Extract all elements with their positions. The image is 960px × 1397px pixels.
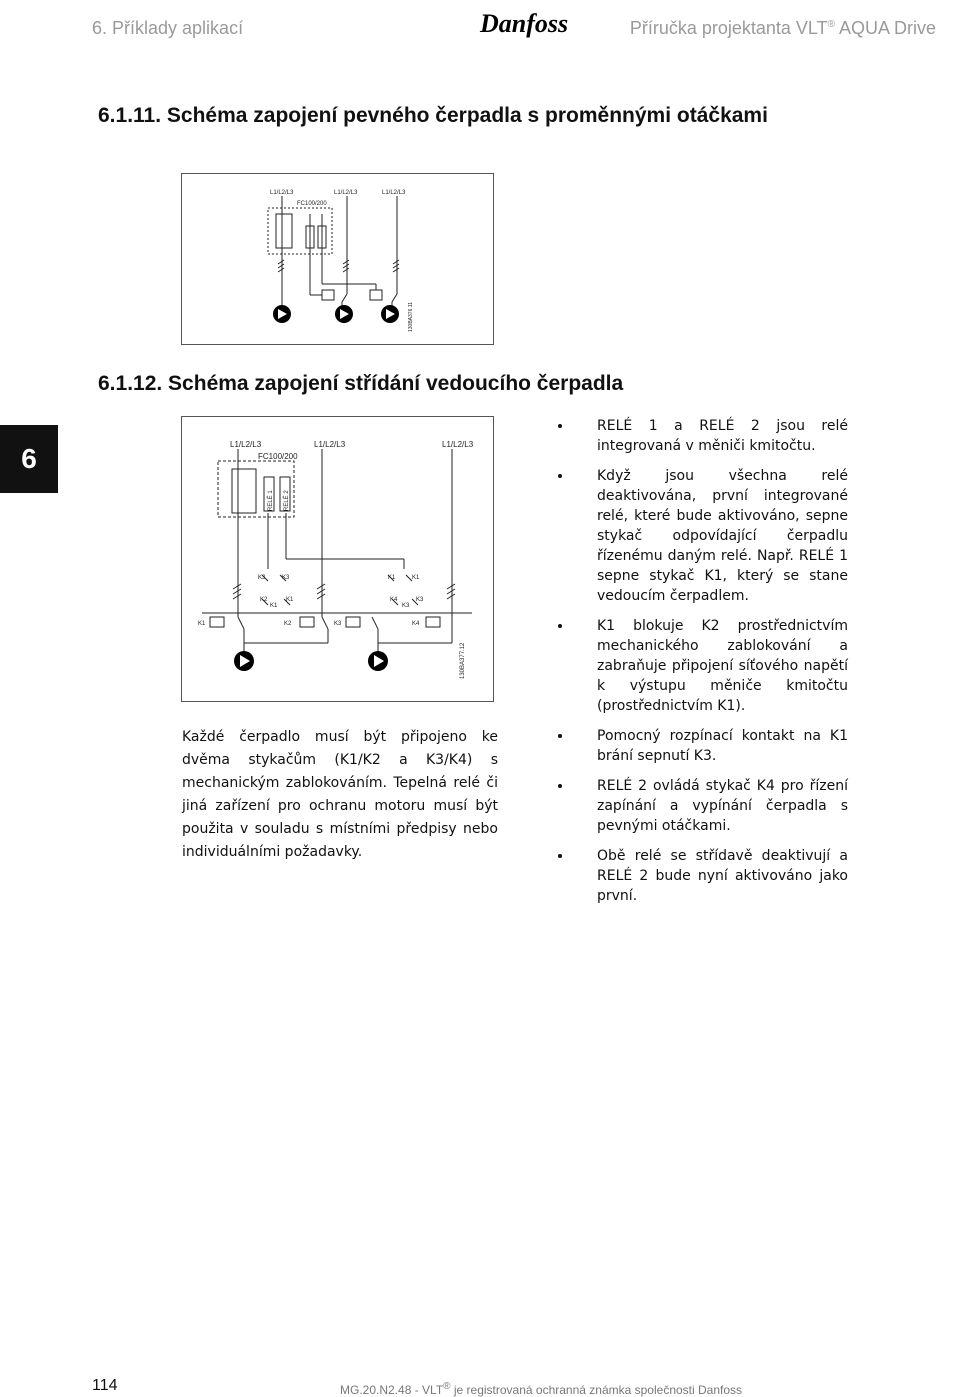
bullet-item [552, 416, 848, 456]
figure-fixed-pump-wiring [181, 173, 494, 345]
footer-doc-id: MG.20.N2.48 - VLT [340, 1383, 444, 1397]
drive-label: FC100/200 [258, 452, 298, 461]
bullet-item [552, 726, 848, 766]
bullet-icon [558, 424, 562, 428]
bullet-text: RELÉ 2 ovládá stykač K4 pro řízení zapínání a vypínání čerpadla s pevnými otáčkami. [597, 778, 848, 834]
coil-label-k1: K1 [198, 621, 206, 627]
bullet-item [552, 776, 848, 836]
section-title-6-1-12: 6.1.12. Schéma zapojení střídání vedoucího čerpadla [98, 372, 624, 395]
bullet-icon [558, 624, 562, 628]
footer-trademark-text: je registrovaná ochranná známka společnosti Danfoss [450, 1383, 743, 1397]
bullet-item [552, 846, 848, 906]
drive-label: FC100/200 [297, 201, 327, 207]
relay-2-label: RELÉ 2 [284, 490, 290, 511]
contact-label: K1 [286, 597, 294, 603]
relay-bullet-list [552, 416, 848, 916]
contact-label: K2 [260, 597, 268, 603]
footer-note [340, 1381, 742, 1397]
header-manual-suffix: AQUA Drive [834, 18, 936, 38]
contact-label: K1 [412, 575, 420, 581]
supply-label-2: L1/L2/L3 [314, 440, 346, 449]
bullet-text: Obě relé se střídavě deaktivují a RELÉ 2 bude nyní aktivováno jako první. [597, 848, 848, 904]
section-title-6-1-11: 6.1.11. Schéma zapojení pevného čerpadla s proměnnými otáčkami [98, 104, 768, 127]
supply-label-3: L1/L2/L3 [382, 190, 406, 196]
contact-label: K3 [402, 603, 410, 609]
header-registered-mark: ® [827, 19, 835, 30]
contact-label: K3 [258, 575, 266, 581]
contact-label: K3 [416, 597, 424, 603]
coil-label-k3: K3 [334, 621, 342, 627]
supply-label-1: L1/L2/L3 [270, 190, 294, 196]
coil-label-k2: K2 [284, 621, 292, 627]
pump-contactor-note: Každé čerpadlo musí být připojeno ke dvěma stykačům (K1/K2 a K3/K4) s mechanickým zablokováním. Tepelná relé či jiná zařízení pro ochranu motoru musí být použita v souladu s místními předpisy nebo individuálními požadavky. [182, 729, 498, 860]
bullet-icon [558, 854, 562, 858]
bullet-text: K1 blokuje K2 prostřednictvím mechanického zablokování a zabraňuje připojení síťového napětí k výstupu měniče kmitočtu (prostřednictvím K1). [597, 618, 848, 714]
figure-lead-pump-alternation-wiring [181, 416, 494, 702]
figure-code: 130BA376.11 [408, 302, 414, 332]
figure-code: 130BA377.12 [460, 642, 466, 679]
footer-registered-mark: ® [443, 1381, 451, 1392]
bullet-text: Pomocný rozpínací kontakt na K1 brání sepnutí K3. [597, 728, 848, 764]
coil-label-k4: K4 [412, 621, 420, 627]
supply-label-2: L1/L2/L3 [334, 190, 358, 196]
logo-wordmark: Danfoss [480, 9, 569, 38]
contact-label: K1 [388, 575, 396, 581]
contact-label: K1 [270, 603, 278, 609]
header-manual-title [630, 18, 936, 39]
bullet-text: Když jsou všechna relé deaktivována, první integrované relé, které bude aktivováno, sepne stykač odpovídající čerpadlu řízenému daným relé. Např. RELÉ 1 sepne stykač K1, který se stane vedoucím čerpadlem. [597, 468, 848, 604]
chapter-tab: 6 [0, 425, 58, 493]
page-number: 114 [92, 1377, 118, 1394]
bullet-icon [558, 784, 562, 788]
header-section-title: 6. Příklady aplikací [92, 18, 244, 38]
header-manual-name: Příručka projektanta VLT [629, 18, 828, 38]
supply-label-1: L1/L2/L3 [230, 440, 262, 449]
bullet-icon [558, 474, 562, 478]
danfoss-logo [476, 6, 576, 40]
contact-label: K3 [282, 575, 290, 581]
bullet-item [552, 616, 848, 716]
supply-label-3: L1/L2/L3 [442, 440, 474, 449]
bullet-icon [558, 734, 562, 738]
bullet-item [552, 466, 848, 606]
relay-1-label: RELÉ 1 [268, 490, 274, 511]
contact-label: K4 [390, 597, 398, 603]
bullet-text: RELÉ 1 a RELÉ 2 jsou relé integrovaná v měniči kmitočtu. [597, 418, 848, 454]
